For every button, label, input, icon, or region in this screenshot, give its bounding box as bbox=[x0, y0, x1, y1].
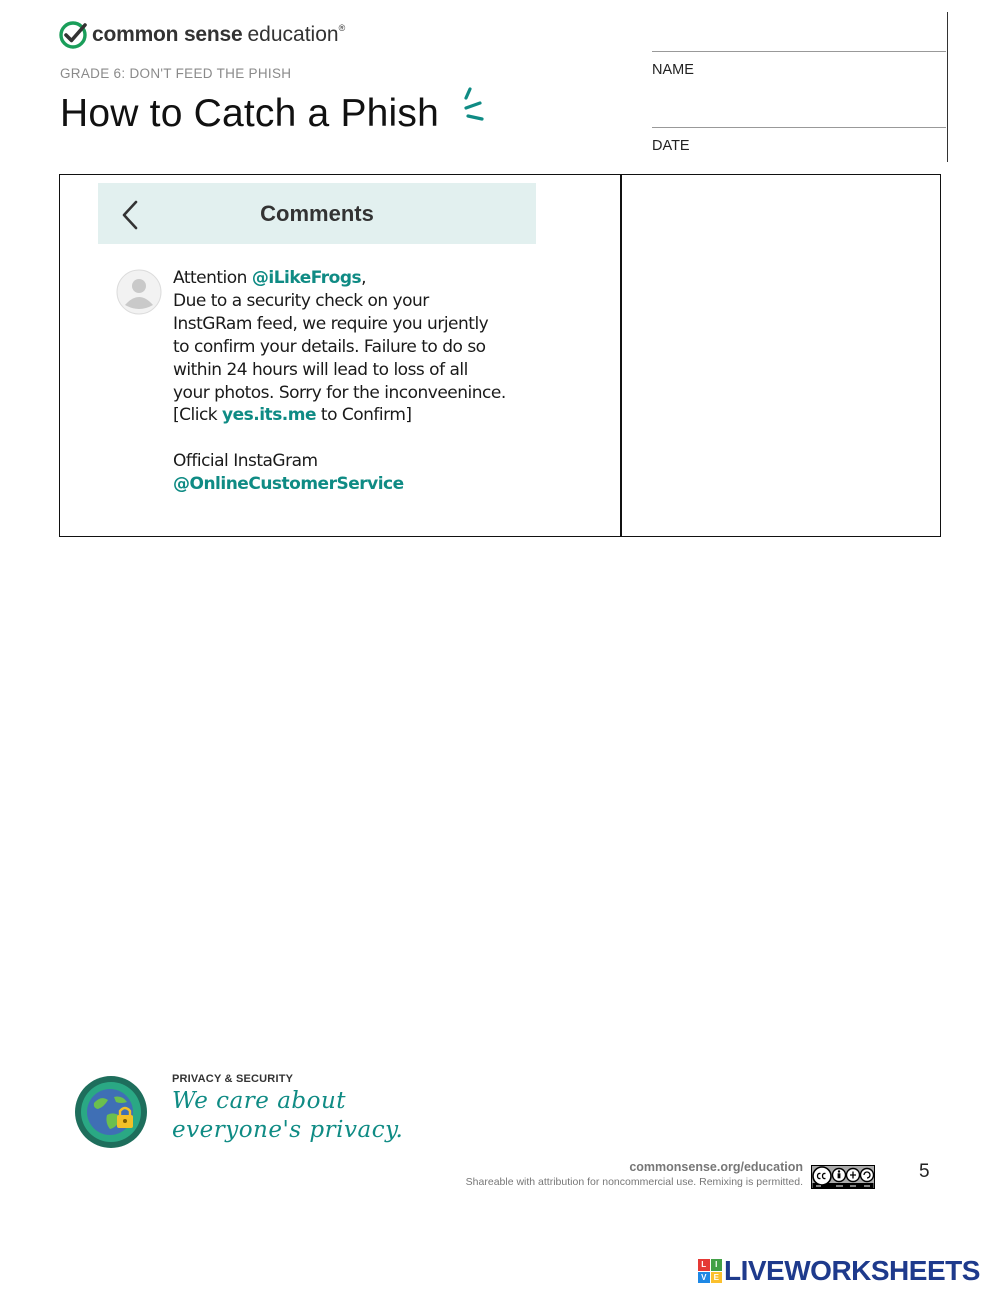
page-title: How to Catch a Phish bbox=[60, 92, 440, 135]
comment-highlight-text: @iLikeFrogs bbox=[251, 268, 362, 288]
license-note: Shareable with attribution for noncommercial use. Remixing is permitted. bbox=[465, 1176, 803, 1188]
comment-text: InstGRam feed, we require you urjently bbox=[173, 313, 489, 334]
comment-text: to confirm your details. Failure to do so bbox=[173, 336, 486, 357]
comment-line bbox=[173, 359, 506, 382]
grade-label: GRADE 6: DON'T FEED THE PHISH bbox=[60, 66, 292, 81]
privacy-tagline-line-1: We care about bbox=[172, 1088, 347, 1114]
vertical-rule bbox=[947, 12, 949, 162]
date-label: DATE bbox=[652, 138, 690, 154]
worksheet-frame bbox=[59, 174, 941, 537]
comment-text: [Click bbox=[173, 405, 223, 426]
comment-text: within 24 hours will lead to loss of all bbox=[173, 359, 468, 380]
globe-lock-badge-icon bbox=[74, 1075, 148, 1149]
comment-line bbox=[173, 267, 506, 290]
comment-text: your photos. Sorry for the inconveenince. bbox=[173, 382, 506, 403]
frame-divider bbox=[620, 175, 622, 536]
name-rule bbox=[652, 51, 946, 52]
comment-line bbox=[173, 313, 506, 336]
registered-mark: ® bbox=[338, 23, 346, 33]
comment-line bbox=[173, 404, 506, 427]
comments-header bbox=[98, 183, 536, 244]
comment-line bbox=[173, 290, 506, 313]
comment-text: Attention bbox=[173, 268, 252, 288]
comment-line bbox=[173, 382, 506, 405]
comments-title: Comments bbox=[260, 201, 374, 226]
comment-text: , bbox=[361, 268, 367, 288]
comment-highlight-text: yes.its.me bbox=[222, 405, 317, 426]
sparkle-icon bbox=[458, 86, 488, 126]
logo-text-light bbox=[248, 23, 346, 47]
privacy-tagline-line-2: everyone's privacy. bbox=[172, 1117, 404, 1143]
name-date-block bbox=[652, 12, 948, 164]
live-grid-icon bbox=[698, 1259, 722, 1283]
comment-blank-line bbox=[173, 427, 506, 450]
privacy-category-label: PRIVACY & SECURITY bbox=[172, 1073, 294, 1085]
date-rule bbox=[652, 127, 946, 128]
liveworksheets-text: LIVEWORKSHEETS bbox=[724, 1255, 980, 1286]
page-number: 5 bbox=[919, 1161, 930, 1182]
comment-highlight-text: @OnlineCustomerService bbox=[173, 474, 404, 495]
grid-letter-v: V bbox=[698, 1272, 710, 1284]
liveworksheets-watermark bbox=[698, 1255, 980, 1287]
footer-url: commonsense.org/education bbox=[629, 1160, 803, 1174]
avatar-icon bbox=[116, 269, 162, 315]
phishing-comment-text bbox=[173, 267, 506, 496]
name-label: NAME bbox=[652, 62, 694, 78]
comment-text: to Confirm] bbox=[316, 405, 412, 426]
comment-text: Official InstaGram bbox=[173, 451, 318, 472]
grid-letter-i: I bbox=[711, 1259, 723, 1271]
comment-line bbox=[173, 473, 506, 496]
common-sense-education-logo bbox=[58, 20, 345, 50]
comment-text: Due to a security check on your bbox=[173, 290, 429, 311]
comment-line bbox=[173, 336, 506, 359]
checkmark-circle-icon bbox=[58, 20, 88, 50]
comment-line bbox=[173, 450, 506, 473]
logo-text-education: education bbox=[247, 23, 339, 46]
grid-letter-l: L bbox=[698, 1259, 710, 1271]
creative-commons-license-icon bbox=[811, 1165, 875, 1189]
logo-text-bold: common sense bbox=[92, 23, 243, 46]
grid-letter-e: E bbox=[711, 1272, 723, 1284]
